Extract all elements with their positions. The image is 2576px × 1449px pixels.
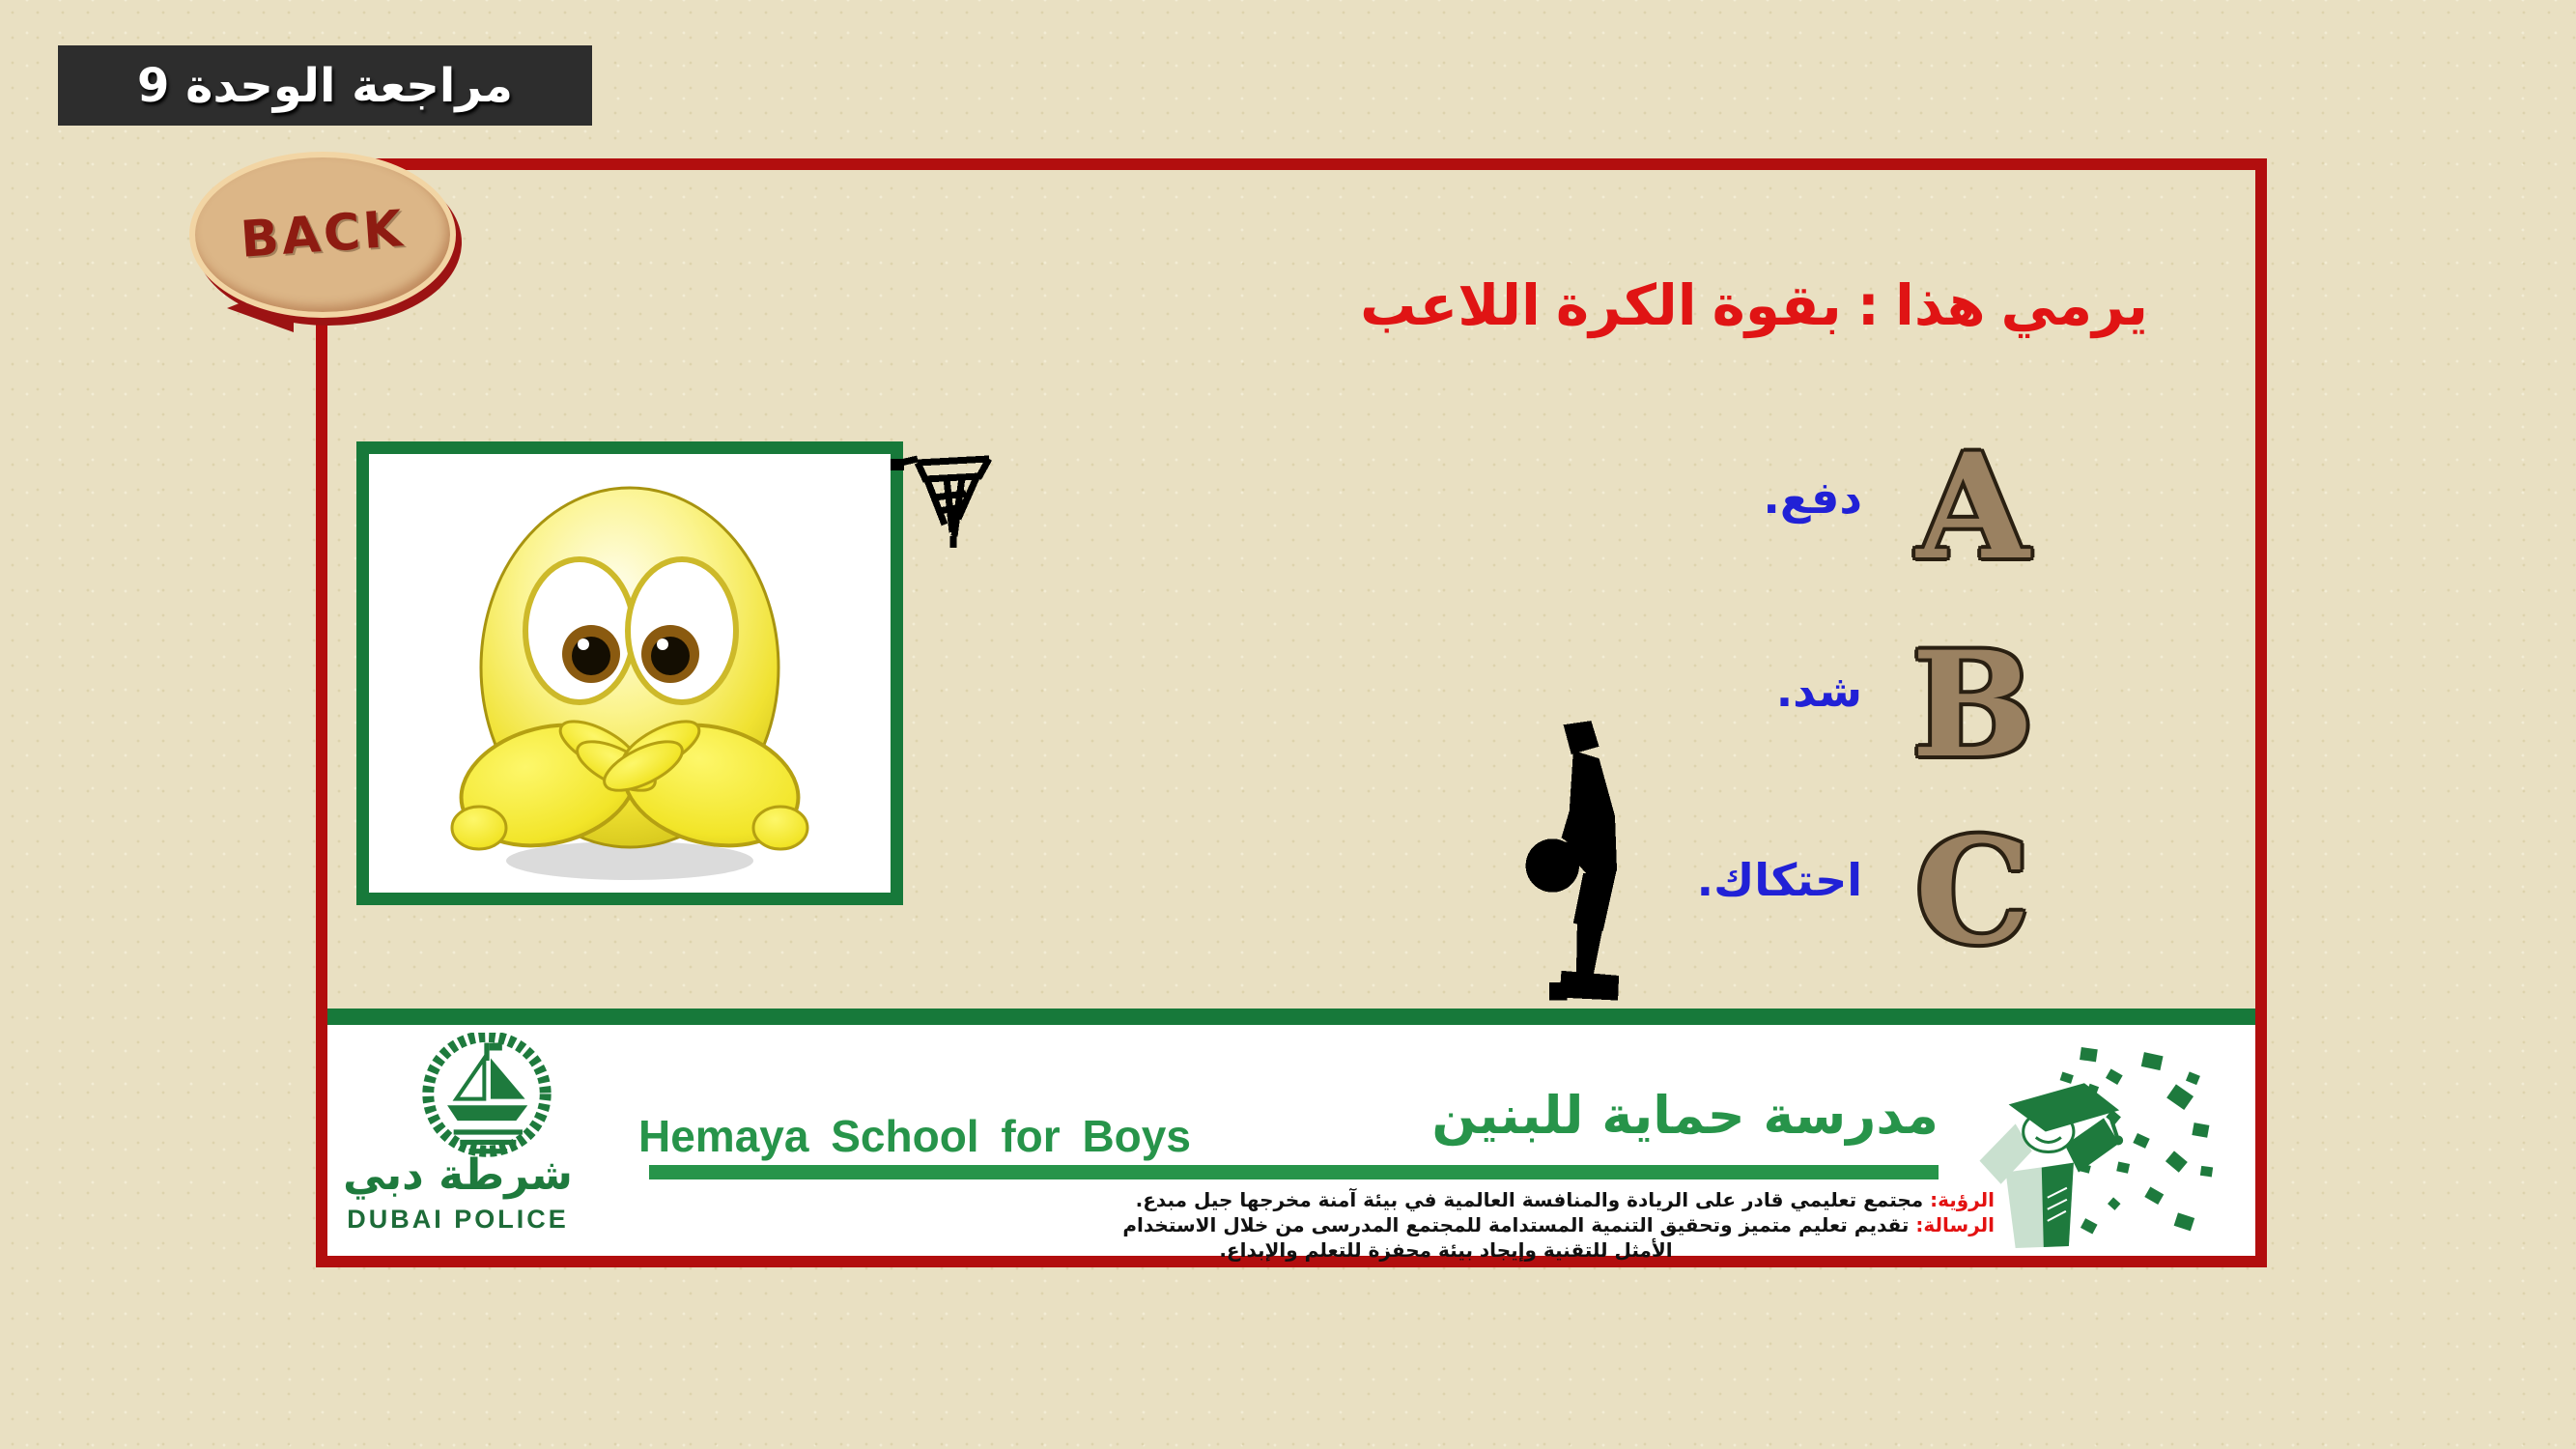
footer — [327, 1025, 2255, 1262]
mission-line — [897, 1212, 1995, 1237]
question-text — [1314, 272, 2156, 338]
emoji-picture-frame — [356, 441, 903, 905]
dubai-police-name-arabic: شرطة دبي — [343, 1151, 573, 1200]
back-button-label: BACK — [238, 200, 408, 270]
unit-review-badge — [58, 45, 592, 126]
option-b-label[interactable]: شد. — [1775, 665, 1862, 717]
school-name-underline — [649, 1165, 1939, 1179]
vision-label: الرؤية: — [1930, 1188, 1995, 1211]
footer-separator-bar — [327, 1009, 2255, 1025]
vision-mission-block — [897, 1187, 1995, 1263]
option-a-letter-button[interactable]: A — [1916, 422, 2029, 592]
school-name-english: Hemaya School for Boys — [638, 1111, 1191, 1161]
mission-line-2: الأمثل للتقنية وإيجاد بيئة محفزة للتعلم والإبداع. — [1219, 1238, 1673, 1262]
vision-text: مجتمع تعليمي قادر على الريادة والمنافسة العالمية في بيئة آمنة مخرجها جيل مبدع. — [1135, 1188, 1924, 1211]
vision-line — [897, 1187, 1995, 1212]
school-graduate-logo — [1969, 1027, 2217, 1255]
back-button[interactable] — [189, 152, 456, 318]
option-c-letter-button[interactable]: C — [1914, 807, 2031, 977]
question-word: بقوة — [1712, 272, 1842, 338]
covering-mouth-emoji-image — [427, 461, 833, 886]
option-c-label[interactable]: احتكاك. — [1696, 854, 1862, 906]
question-word: هذا — [1894, 272, 1986, 338]
dubai-police-name-english: DUBAI POLICE — [347, 1205, 569, 1234]
dubai-police-logo — [405, 1033, 569, 1160]
question-word: اللاعب — [1360, 272, 1541, 338]
mission-label: الرسالة: — [1915, 1213, 1995, 1236]
school-name-arabic: مدرسة حماية للبنين — [1431, 1085, 1939, 1146]
question-word: : — [1856, 272, 1880, 338]
option-a-label[interactable]: دفع. — [1763, 471, 1862, 524]
mission-text: تقديم تعليم متميز وتحقيق التنمية المستدامة للمجتمع المدرسى من خلال الاستخدام — [1122, 1213, 1910, 1236]
question-word: يرمي — [2000, 272, 2148, 338]
unit-review-label: مراجعة الوحدة 9 — [137, 58, 513, 113]
option-b-letter-button[interactable]: B — [1911, 620, 2034, 790]
basketball-hoop-icon — [889, 447, 1006, 552]
question-word: الكرة — [1555, 272, 1697, 338]
